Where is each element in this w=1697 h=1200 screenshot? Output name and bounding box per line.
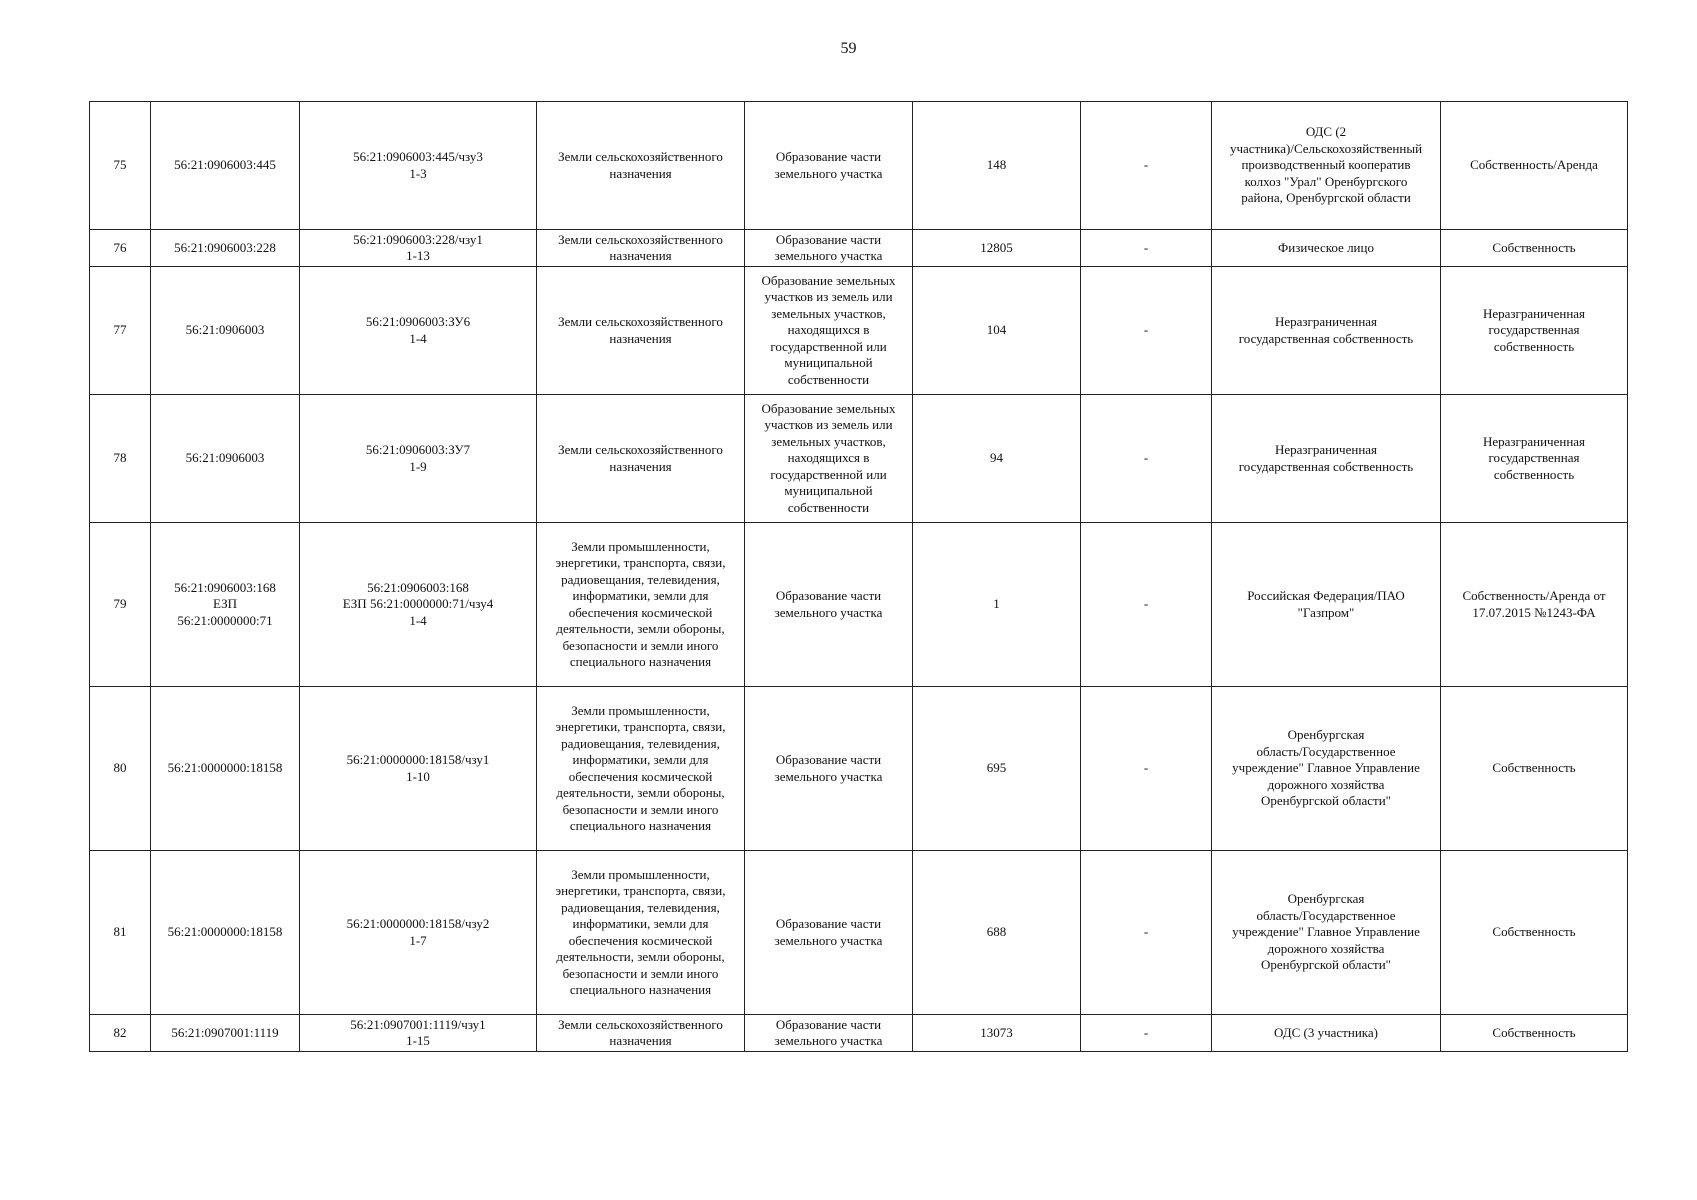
cadastral-action-cell	[745, 1015, 913, 1052]
land-category-line: радиовещания, телевидения,	[561, 899, 720, 915]
plot-part-id-line: 56:21:0000000:18158/чзу1	[346, 752, 490, 767]
area-cell: 695	[913, 687, 1081, 851]
right-type-line: собственность	[1493, 466, 1575, 482]
cadastral-number-cell	[151, 523, 300, 687]
land-plots-table	[89, 101, 1628, 1052]
cadastral-number-line: 56:21:0000000:18158	[167, 924, 283, 940]
area-cell: 148	[913, 102, 1081, 230]
row-number-cell: 82	[90, 1015, 151, 1052]
plot-part-id-line: 1-4	[409, 612, 427, 628]
land-category-line: Земли сельскохозяйственного	[558, 231, 723, 247]
cadastral-number-cell	[151, 851, 300, 1015]
land-category-line: Земли сельскохозяйственного	[558, 1016, 723, 1032]
cadastral-action-line: земельных участков,	[771, 433, 886, 449]
table-row	[90, 395, 1628, 523]
area-cell: 13073	[913, 1015, 1081, 1052]
cadastral-action-line: участков из земель или	[764, 417, 893, 433]
land-category-line: радиовещания, телевидения,	[561, 571, 720, 587]
plot-part-id-line: 1-15	[406, 1033, 430, 1048]
right-type-cell	[1441, 523, 1628, 687]
page-number: 59	[840, 40, 857, 57]
land-category-line: Земли сельскохозяйственного	[558, 442, 723, 457]
land-category-cell	[537, 523, 745, 687]
plot-part-id-line: 56:21:0906003:445/чзу3	[353, 149, 483, 164]
empty-value-cell: -	[1081, 267, 1212, 395]
land-category-line: назначения	[609, 458, 672, 474]
owner-cell	[1212, 687, 1441, 851]
owner-line: ОДС (3 участника)	[1274, 1024, 1378, 1040]
row-number-cell: 80	[90, 687, 151, 851]
empty-value-cell: -	[1081, 102, 1212, 230]
land-category-line: деятельности, земли обороны,	[556, 949, 725, 964]
owner-line: района, Оренбургской области	[1241, 190, 1411, 206]
plot-part-id-line: 1-4	[409, 330, 427, 346]
land-category-line: специального назначения	[569, 818, 712, 833]
right-type-line: Собственность/Аренда от	[1462, 588, 1606, 603]
empty-value-cell: -	[1081, 523, 1212, 687]
cadastral-action-line: муниципальной	[784, 483, 873, 499]
cadastral-action-line: Образование земельных	[761, 400, 896, 416]
land-category-line: информатики, земли для	[572, 588, 709, 603]
owner-cell	[1212, 851, 1441, 1015]
land-category-line: назначения	[609, 1033, 672, 1048]
row-number-cell: 75	[90, 102, 151, 230]
owner-line: область/Государственное	[1256, 743, 1396, 759]
right-type-cell	[1441, 267, 1628, 395]
cadastral-action-line: Образование части	[775, 231, 882, 247]
right-type-line: Собственность	[1492, 760, 1576, 776]
land-category-line: информатики, земли для	[572, 916, 709, 931]
land-category-line: радиовещания, телевидения,	[561, 735, 720, 751]
cadastral-action-line: находящихся в	[787, 322, 870, 338]
row-number-cell: 76	[90, 230, 151, 267]
cadastral-number-cell	[151, 1015, 300, 1052]
land-category-line: энергетики, транспорта, связи,	[555, 555, 726, 570]
owner-line: Оренбургская	[1287, 891, 1365, 907]
land-category-line: Земли сельскохозяйственного	[558, 314, 723, 329]
plot-part-id-line: 56:21:0906003:168	[367, 579, 469, 595]
table-row	[90, 1015, 1628, 1052]
cadastral-action-cell	[745, 851, 913, 1015]
plot-part-id-line: 1-7	[409, 932, 427, 948]
plot-part-id-cell	[300, 1015, 537, 1052]
area-cell: 688	[913, 851, 1081, 1015]
empty-value-cell: -	[1081, 1015, 1212, 1052]
land-category-cell	[537, 851, 745, 1015]
cadastral-action-line: Образование части	[775, 1016, 882, 1032]
cadastral-action-line: государственной или	[770, 466, 887, 482]
owner-line: учреждение" Главное Управление	[1232, 760, 1420, 776]
owner-line: ОДС (2	[1305, 124, 1347, 140]
table-row	[90, 102, 1628, 230]
area-cell: 104	[913, 267, 1081, 395]
owner-cell	[1212, 267, 1441, 395]
right-type-line: Собственность	[1492, 1024, 1576, 1040]
right-type-cell	[1441, 230, 1628, 267]
empty-value-cell: -	[1081, 687, 1212, 851]
cadastral-action-line: Образование части	[775, 149, 882, 164]
land-category-line: энергетики, транспорта, связи,	[555, 719, 726, 734]
land-category-line: назначения	[609, 248, 672, 263]
owner-line: государственная собственность	[1238, 330, 1414, 346]
right-type-cell	[1441, 1015, 1628, 1052]
cadastral-action-cell	[745, 687, 913, 851]
land-category-line: специального назначения	[569, 982, 712, 997]
owner-line: государственная собственность	[1238, 458, 1414, 474]
right-type-line: 17.07.2015 №1243-ФА	[1472, 604, 1596, 620]
cadastral-number-line: 56:21:0906003:445	[174, 157, 276, 173]
owner-line: колхоз "Урал" Оренбургского	[1244, 173, 1408, 189]
cadastral-action-line: земельного участка	[774, 932, 883, 948]
plot-part-id-line: 56:21:0907001:1119/чзу1	[350, 1016, 486, 1032]
cadastral-number-line: 56:21:0907001:1119	[171, 1024, 279, 1040]
land-category-cell	[537, 230, 745, 267]
owner-line: Оренбургская	[1287, 727, 1365, 743]
table-row	[90, 851, 1628, 1015]
cadastral-action-line: земельных участков,	[771, 305, 886, 321]
land-category-line: деятельности, земли обороны,	[556, 621, 725, 636]
table-row	[90, 230, 1628, 267]
land-category-line: Земли промышленности,	[571, 702, 710, 718]
land-category-line: обеспечения космической	[568, 932, 713, 948]
table-row	[90, 267, 1628, 395]
land-category-cell	[537, 102, 745, 230]
plot-part-id-line: 1-13	[406, 248, 430, 263]
owner-cell	[1212, 230, 1441, 267]
land-category-line: обеспечения космической	[568, 604, 713, 620]
land-category-cell	[537, 395, 745, 523]
owner-line: участника)/Сельскохозяйственный	[1229, 140, 1423, 156]
land-category-line: безопасности и земли иного	[562, 637, 719, 653]
cadastral-action-line: Образование части	[775, 916, 882, 931]
land-category-line: энергетики, транспорта, связи,	[555, 883, 726, 898]
cadastral-number-line: 56:21:0000000:18158	[167, 760, 283, 776]
land-category-line: информатики, земли для	[572, 752, 709, 767]
cadastral-number-cell	[151, 230, 300, 267]
right-type-line: собственность	[1493, 338, 1575, 354]
land-category-line: деятельности, земли обороны,	[556, 785, 725, 800]
plot-part-id-line: 56:21:0906003:ЗУ6	[365, 314, 471, 329]
cadastral-number-cell	[151, 395, 300, 523]
owner-line: Российская Федерация/ПАО	[1247, 588, 1405, 603]
plot-part-id-cell	[300, 523, 537, 687]
cadastral-action-line: земельного участка	[774, 1033, 883, 1048]
plot-part-id-line: 56:21:0906003:ЗУ7	[365, 442, 471, 457]
owner-line: Физическое лицо	[1278, 239, 1374, 255]
row-number-cell: 77	[90, 267, 151, 395]
cadastral-action-line: государственной или	[770, 338, 887, 354]
land-category-cell	[537, 1015, 745, 1052]
right-type-line: Собственность	[1492, 239, 1576, 255]
owner-line: Неразграниченная	[1274, 314, 1378, 329]
owner-line: производственный кооператив	[1241, 157, 1411, 173]
cadastral-number-line: ЕЗП	[212, 596, 237, 612]
right-type-line: государственная	[1488, 322, 1580, 338]
owner-cell	[1212, 102, 1441, 230]
empty-value-cell: -	[1081, 851, 1212, 1015]
cadastral-action-line: Образование части	[775, 588, 882, 603]
cadastral-number-line: 56:21:0906003:168	[174, 579, 276, 595]
owner-line: область/Государственное	[1256, 907, 1396, 923]
cadastral-action-line: земельного участка	[774, 165, 883, 181]
cadastral-action-line: Образование части	[775, 752, 882, 767]
cadastral-number-cell	[151, 102, 300, 230]
area-cell: 1	[913, 523, 1081, 687]
land-category-line: обеспечения космической	[568, 768, 713, 784]
cadastral-action-line: земельного участка	[774, 604, 883, 620]
land-category-line: назначения	[609, 330, 672, 346]
area-cell: 12805	[913, 230, 1081, 267]
plot-part-id-line: 56:21:0000000:18158/чзу2	[346, 916, 490, 931]
right-type-cell	[1441, 395, 1628, 523]
row-number-cell: 79	[90, 523, 151, 687]
land-category-line: Земли сельскохозяйственного	[558, 149, 723, 164]
table-row	[90, 523, 1628, 687]
cadastral-number-line: 56:21:0906003:228	[174, 239, 276, 255]
plot-part-id-line: 1-10	[406, 768, 430, 784]
land-category-cell	[537, 267, 745, 395]
right-type-line: Неразграниченная	[1482, 433, 1586, 449]
plot-part-id-cell	[300, 687, 537, 851]
right-type-cell	[1441, 687, 1628, 851]
row-number-cell: 81	[90, 851, 151, 1015]
cadastral-number-line: 56:21:0906003	[185, 450, 265, 466]
owner-cell	[1212, 1015, 1441, 1052]
owner-cell	[1212, 395, 1441, 523]
land-category-line: специального назначения	[569, 654, 712, 669]
right-type-line: Собственность	[1492, 924, 1576, 940]
cadastral-action-line: земельного участка	[774, 768, 883, 784]
owner-line: дорожного хозяйства	[1267, 776, 1385, 792]
owner-cell	[1212, 523, 1441, 687]
plot-part-id-cell	[300, 851, 537, 1015]
right-type-line: государственная	[1488, 450, 1580, 466]
land-category-cell	[537, 687, 745, 851]
table-body	[90, 102, 1628, 1052]
plot-part-id-line: 1-3	[409, 165, 427, 181]
cadastral-action-cell	[745, 395, 913, 523]
empty-value-cell: -	[1081, 230, 1212, 267]
plot-part-id-line: 56:21:0906003:228/чзу1	[353, 231, 483, 247]
owner-line: Оренбургской области"	[1261, 957, 1391, 973]
land-category-line: безопасности и земли иного	[562, 965, 719, 981]
right-type-line: Собственность/Аренда	[1470, 157, 1598, 173]
cadastral-action-cell	[745, 230, 913, 267]
plot-part-id-cell	[300, 267, 537, 395]
land-category-line: безопасности и земли иного	[562, 801, 719, 817]
cadastral-action-cell	[745, 102, 913, 230]
cadastral-action-line: участков из земель или	[764, 289, 893, 305]
right-type-cell	[1441, 102, 1628, 230]
cadastral-action-line: собственности	[787, 371, 870, 387]
land-category-line: Земли промышленности,	[571, 866, 710, 882]
plot-part-id-cell	[300, 102, 537, 230]
owner-line: Неразграниченная	[1274, 442, 1378, 457]
right-type-line: Неразграниченная	[1482, 305, 1586, 321]
owner-line: дорожного хозяйства	[1267, 940, 1385, 956]
land-category-line: назначения	[609, 165, 672, 181]
table-row	[90, 687, 1628, 851]
plot-part-id-line: ЕЗП 56:21:0000000:71/чзу4	[342, 596, 494, 612]
cadastral-action-cell	[745, 267, 913, 395]
plot-part-id-cell	[300, 395, 537, 523]
cadastral-action-line: земельного участка	[774, 248, 883, 263]
cadastral-number-line: 56:21:0906003	[185, 322, 265, 338]
owner-line: учреждение" Главное Управление	[1232, 924, 1420, 940]
cadastral-action-line: Образование земельных	[761, 272, 896, 288]
cadastral-action-line: муниципальной	[784, 355, 873, 371]
row-number-cell: 78	[90, 395, 151, 523]
area-cell: 94	[913, 395, 1081, 523]
plot-part-id-line: 1-9	[409, 458, 427, 474]
cadastral-action-line: находящихся в	[787, 450, 870, 466]
cadastral-number-cell	[151, 267, 300, 395]
cadastral-number-cell	[151, 687, 300, 851]
cadastral-action-line: собственности	[787, 499, 870, 515]
right-type-cell	[1441, 851, 1628, 1015]
cadastral-number-line: 56:21:0000000:71	[177, 612, 273, 628]
cadastral-action-cell	[745, 523, 913, 687]
plot-part-id-cell	[300, 230, 537, 267]
owner-line: "Газпром"	[1297, 604, 1355, 620]
owner-line: Оренбургской области"	[1261, 793, 1391, 809]
land-category-line: Земли промышленности,	[571, 538, 710, 554]
empty-value-cell: -	[1081, 395, 1212, 523]
